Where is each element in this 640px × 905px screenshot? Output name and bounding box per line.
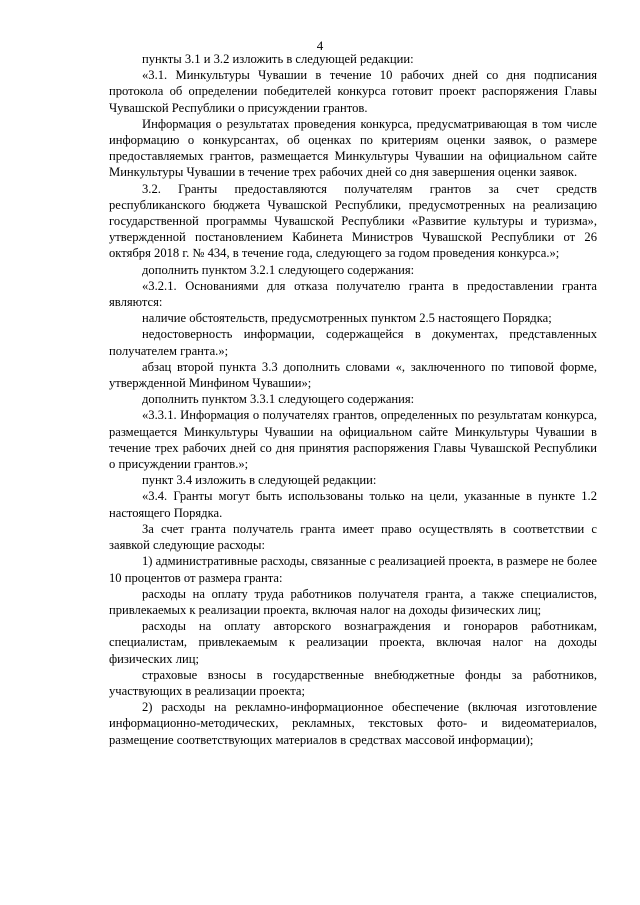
paragraph: дополнить пунктом 3.2.1 следующего содержания:	[142, 262, 415, 277]
paragraph: пункты 3.1 и 3.2 изложить в следующей редакции:	[142, 52, 414, 66]
paragraph: страховые взносы в государственные внебюджетные фонды за работников, участвующих в реализации проекта;	[109, 667, 597, 698]
paragraph: Информация о результатах проведения конкурса, предусматривающая в том числе информацию о конкурсантах, об оценках по критериям оценки заявок, о размере предоставляемых грантов, размещается Минкультуры Чувашии на официальном сайте Минкультуры Чувашии в течение трех рабочих дней со дня завершения оценки заявок.	[109, 116, 597, 180]
paragraph: 1) административные расходы, связанные с реализацией проекта, в размере не более 10 процентов от размера гранта:	[109, 554, 597, 585]
paragraph: «3.3.1. Информация о получателях грантов, определенных по результатам конкурса, размещается Минкультуры Чувашии на официальном сайте Минкультуры Чувашии в течение трех рабочих дней со дня принятия распоряжения Главы Чувашской Республики о присуждении грантов.»;	[109, 408, 597, 472]
paragraph: За счет гранта получатель гранта имеет право осуществлять в соответствии с заявкой следующие расходы:	[109, 521, 597, 553]
paragraph: расходы на оплату авторского вознаграждения и гонораров работникам, специалистам, привлекаемым к реализации проекта, включая налог на доходы физических лиц;	[109, 619, 597, 666]
paragraph: наличие обстоятельств, предусмотренных пунктом 2.5 настоящего Порядка;	[142, 311, 552, 326]
paragraph: абзац второй пункта 3.3 дополнить словами «, заключенного по типовой форме, утвержденной Минфином Чувашии»;	[109, 359, 597, 391]
paragraph: недостоверность информации, содержащейся в документах, представленных получателем гранта.»;	[109, 327, 597, 358]
paragraph: расходы на оплату труда работников получателя гранта, а также специалистов, привлекаемых к реализации проекта, включая налог на доходы физических лиц;	[109, 586, 597, 617]
paragraph: 3.2. Гранты предоставляются получателям грантов за счет средств республиканского бюджета Чувашской Республики, предусмотренных на реализацию государственной программы Чувашской Республики «Развитие культуры и туризма», утвержденной постановлением Кабинета Министров Чувашской Республики от 26 октября 2018 г. № 434, в течение года, следующего за годом проведения конкурса.»;	[109, 181, 597, 261]
page-number: 4	[316, 38, 324, 53]
document-body	[109, 51, 597, 748]
paragraph: «3.1. Минкультуры Чувашии в течение 10 рабочих дней со дня подписания протокола об определении победителей конкурса готовит проект распоряжения Главы Чувашской Республики о присуждении грантов.	[109, 68, 597, 115]
paragraph: дополнить пунктом 3.3.1 следующего содержания:	[142, 392, 415, 407]
paragraph: «3.4. Гранты могут быть использованы только на цели, указанные в пункте 1.2 настоящего Порядка.	[109, 489, 597, 520]
paragraph: «3.2.1. Основаниями для отказа получателю гранта в предоставлении гранта являются:	[109, 278, 597, 310]
paragraph: 2) расходы на рекламно-информационное обеспечение (включая изготовление информационно-методических, рекламных, текстовых фото- и видеоматериалов, размещение соответствующих материалов в средствах массовой информации);	[109, 700, 597, 747]
paragraph: пункт 3.4 изложить в следующей редакции:	[142, 473, 377, 488]
